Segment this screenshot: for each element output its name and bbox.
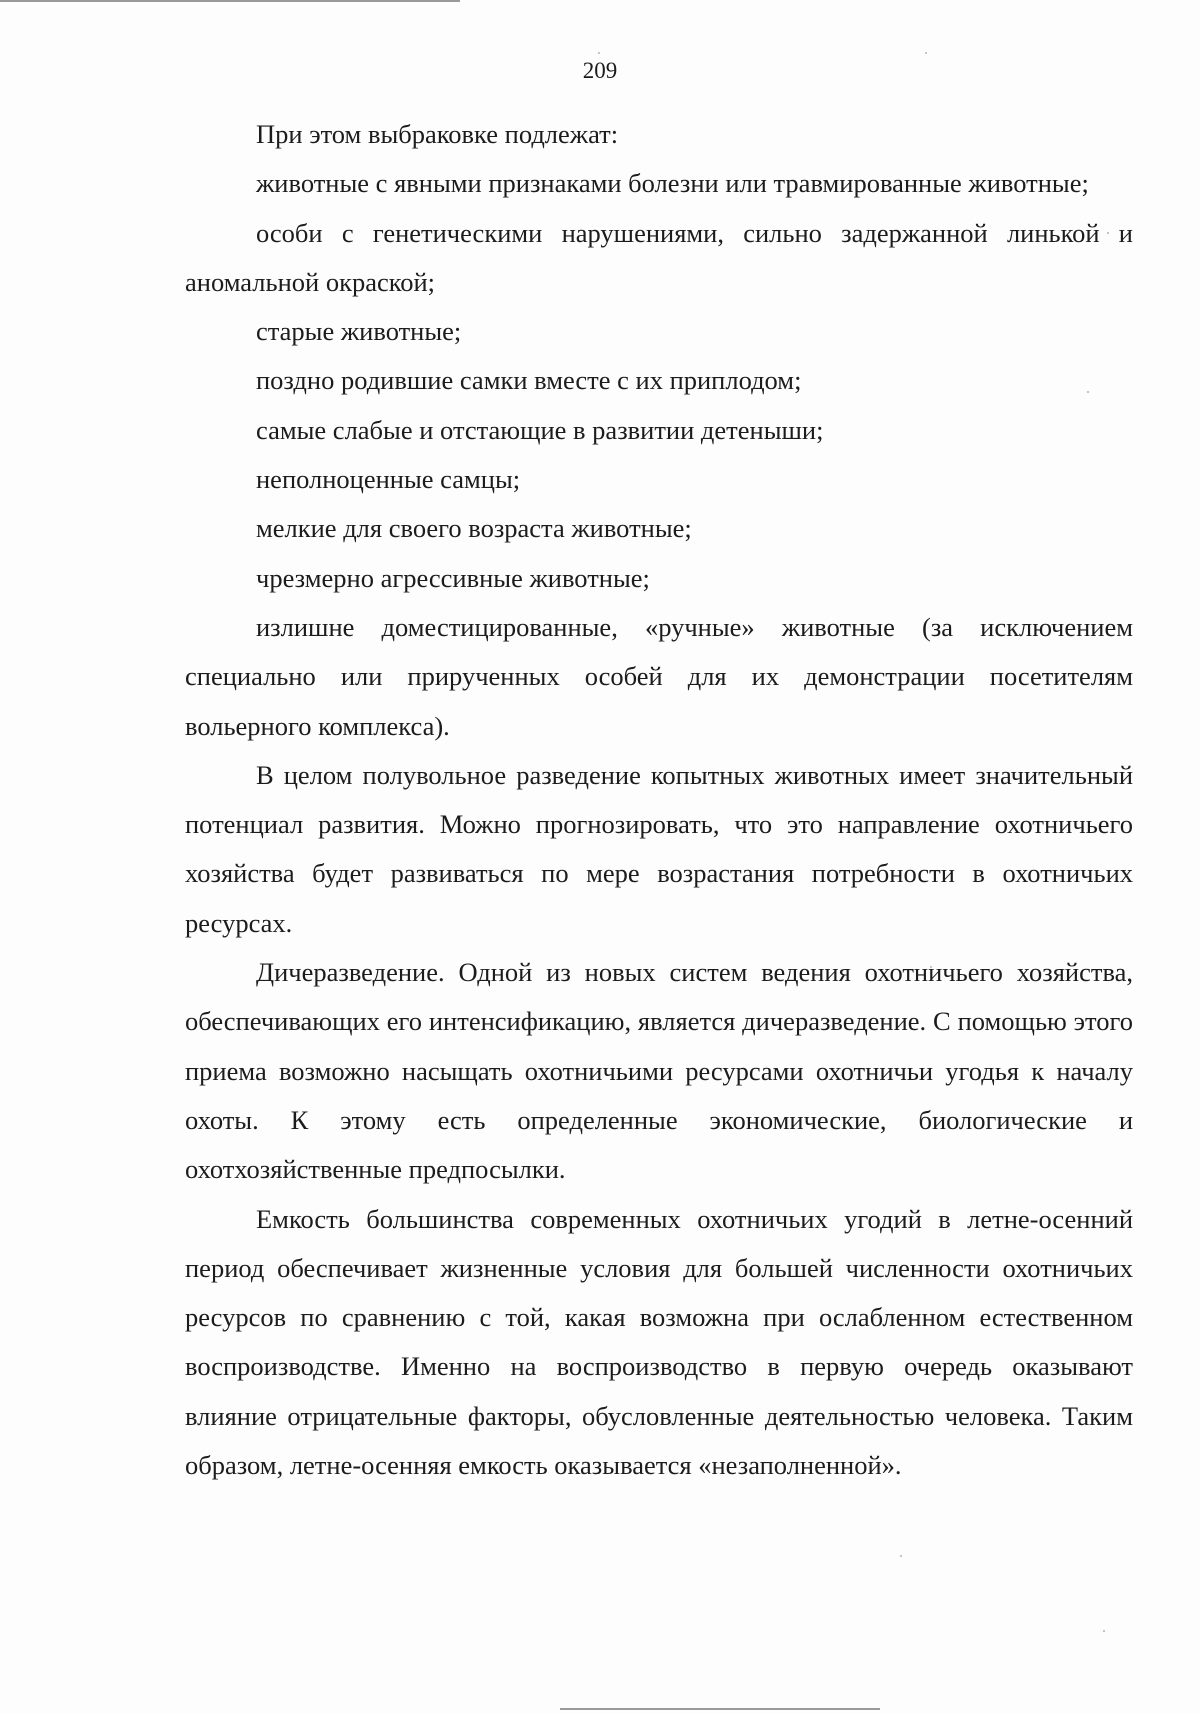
scan-speck bbox=[900, 1555, 902, 1557]
list-item: особи с генетическими нарушениями, сильно задержанной линькой и аномальной окраской; bbox=[185, 217, 1133, 297]
scan-speck bbox=[1103, 1630, 1105, 1632]
list-item: неполноценные самцы; bbox=[256, 464, 521, 495]
paragraph: Дичеразведение. Одной из новых систем ведения охотничьего хозяйства, обеспечивающих его интенсификацию, является дичеразведение. С помощью этого приема возможно насыщать охотничьими ресурсами охотничьи угодья к началу охоты. К этому есть определенные экономические, биологические и охотхозяйственные предпосылки. bbox=[185, 957, 1133, 1185]
list-item: старые животные; bbox=[256, 316, 462, 347]
list-item: мелкие для своего возраста животные; bbox=[256, 513, 692, 544]
list-item: чрезмерно агрессивные животные; bbox=[256, 562, 650, 593]
list-item: излишне доместицированные, «ручные» животные (за исключением специально или прирученных особей для их демонстрации посетителям вольерного комплекса). bbox=[185, 611, 1133, 741]
scan-speck bbox=[925, 52, 927, 54]
list-item: животные с явными признаками болезни или травмированные животные; bbox=[256, 168, 1089, 199]
list-item: поздно родившие самки вместе с их приплодом; bbox=[256, 365, 802, 396]
paragraph: В целом полувольное разведение копытных животных имеет значительный потенциал развития. Можно прогнозировать, что это направление охотничьего хозяйства будет развиваться по мере возрастания потребности в охотничьих ресурсах. bbox=[185, 759, 1133, 938]
page-number: 209 bbox=[582, 58, 618, 83]
scan-speck bbox=[598, 52, 600, 54]
paragraph: Емкость большинства современных охотничьих угодий в летне-осенний период обеспечивает жизненные условия для большей численности охотничьих ресурсов по сравнению с той, какая возможна при ослабленном естественном воспроизводстве. Именно на воспроизводство в первую очередь оказывают влияние отрицательные факторы, обусловленные деятельностью человека. Таким образом, летне-осенняя емкость оказывается «незаполненной». bbox=[185, 1203, 1133, 1481]
list-item: самые слабые и отстающие в развитии детеныши; bbox=[256, 414, 824, 445]
scan-edge-mark-top bbox=[0, 0, 460, 2]
paragraph: При этом выбраковке подлежат: bbox=[256, 119, 619, 149]
scan-edge-mark-bottom bbox=[560, 1708, 880, 1710]
body-text bbox=[185, 110, 1133, 1490]
